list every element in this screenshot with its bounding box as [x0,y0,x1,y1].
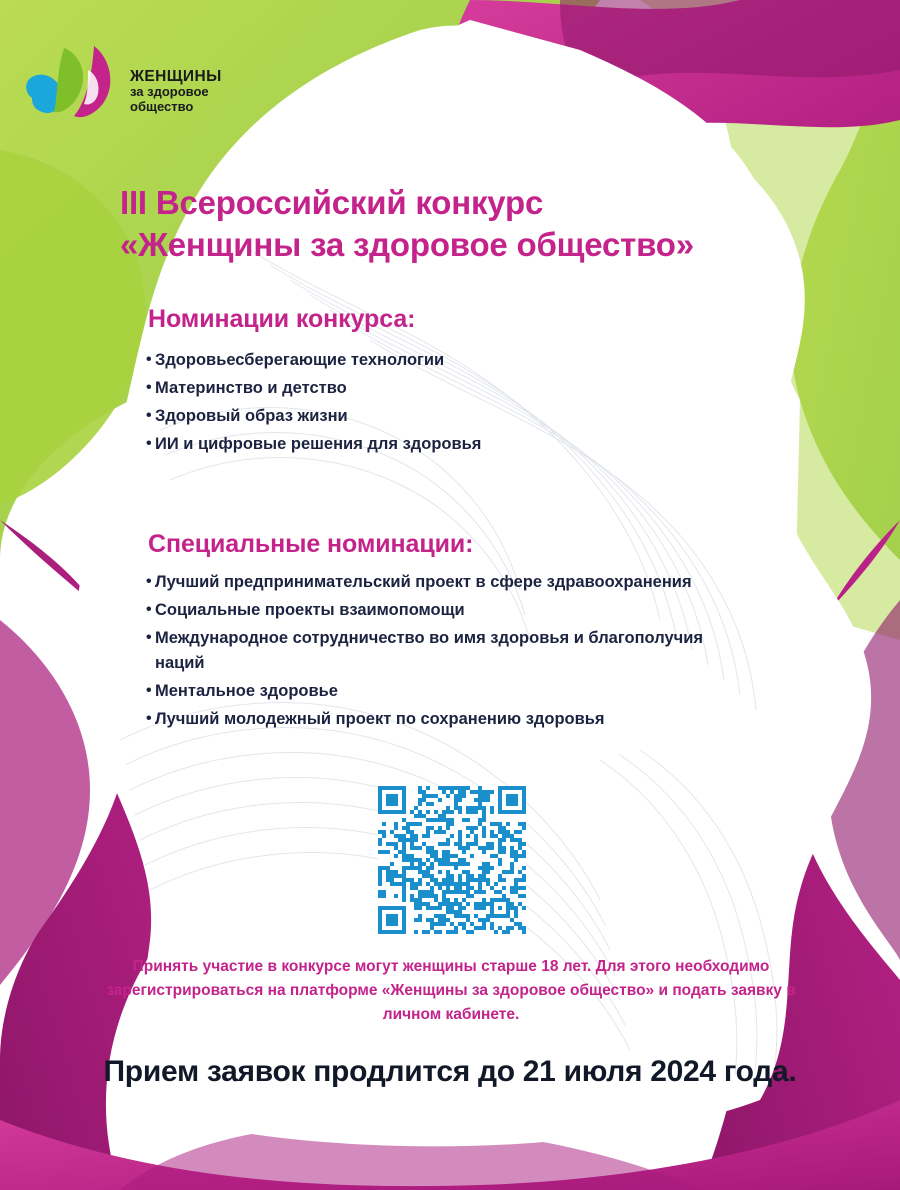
nominations-heading: Номинации конкурса: [148,305,416,333]
deadline-text: Прием заявок продлится до 21 июля 2024 года. [103,1055,797,1088]
participation-note: Принять участие в конкурсе могут женщины старше 18 лет. Для этого необходимо зарегистрироваться на платформе «Женщины за здоровое общество» и подать заявку в личном кабинете. [106,958,796,1024]
brand-logo [18,40,248,140]
list-item: • Здоровьесберегающие технологии [146,348,706,373]
list-item: • Лучший предпринимательский проект в сфере здравоохранения [146,570,746,595]
list-item: • Ментальное здоровье [146,679,746,704]
logo-line-1: ЖЕНЩИНЫ [130,68,222,85]
list-item: • Социальные проекты взаимопомощи [146,598,746,623]
qr-code-image[interactable] [378,786,526,934]
logo-line-3: общество [130,98,194,114]
leaf-woman-profile-logo-icon [18,40,128,135]
list-item: • Международное сотрудничество во имя здоровья и благополучия наций [146,626,746,676]
logo-text-block [130,68,222,114]
title-line-2: «Женщины за здоровое общество» [120,226,694,264]
list-item: • ИИ и цифровые решения для здоровья [146,432,706,457]
page-title [120,182,840,266]
list-item: • Здоровый образ жизни [146,404,706,429]
list-item: • Материнство и детство [146,376,706,401]
list-item: • Лучший молодежный проект по сохранению здоровья [146,707,746,732]
nominations-list [146,348,706,460]
special-nominations-heading: Специальные номинации: [148,530,474,558]
special-nominations-list [146,570,746,735]
title-line-1: III Всероссийский конкурс [120,184,544,222]
logo-line-2: за здоровое [130,84,209,100]
qr-code[interactable] [378,786,526,934]
